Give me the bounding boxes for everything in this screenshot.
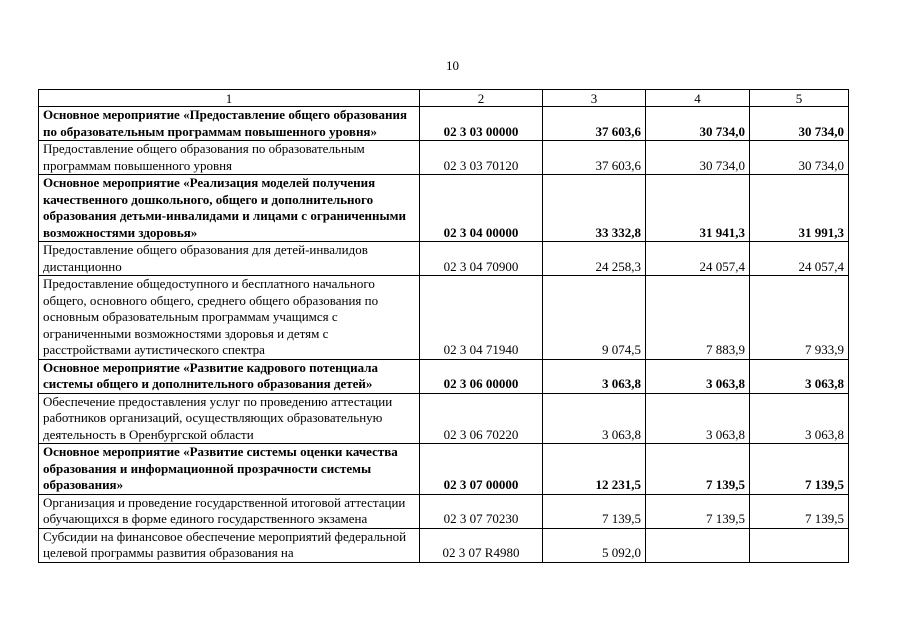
row-code-cell: 02 3 03 70120 [420,141,543,175]
row-value-col5: 30 734,0 [750,107,849,141]
main-activity-row [39,444,849,495]
row-value-col5: 3 063,8 [750,359,849,393]
row-name-cell: Предоставление общедоступного и бесплатного начального общего, основного общего, среднего общего образования по основным образовательным программам учащимся с ограниченными возможностями здоровья и детям с расстройствами аутистического спектра [39,276,420,360]
row-value-col4: 7 139,5 [646,444,750,495]
row-code-cell: 02 3 06 70220 [420,393,543,444]
row-code-cell: 02 3 07 R4980 [420,528,543,562]
row-name-cell: Обеспечение предоставления услуг по проведению аттестации работников организаций, осуществляющих образовательную деятельность в Оренбургской области [39,393,420,444]
column-header-5: 5 [750,90,849,107]
budget-table [38,89,849,563]
row-value-col5: 24 057,4 [750,242,849,276]
main-activity-row [39,175,849,242]
row-value-col4: 7 139,5 [646,494,750,528]
row-name-cell: Основное мероприятие «Реализация моделей получения качественного дошкольного, общего и дополнительного образования детьми-инвалидами и лицами с ограниченными возможностями здоровья» [39,175,420,242]
row-code-cell: 02 3 03 00000 [420,107,543,141]
table-body [39,107,849,563]
row-value-col3: 9 074,5 [543,276,646,360]
row-value-col5: 31 991,3 [750,175,849,242]
row-value-col4: 31 941,3 [646,175,750,242]
row-value-col5: 7 933,9 [750,276,849,360]
row-name-cell: Основное мероприятие «Развитие кадрового потенциала системы общего и дополнительного образования детей» [39,359,420,393]
row-value-col3: 37 603,6 [543,141,646,175]
table-row [39,494,849,528]
row-value-col5: 3 063,8 [750,393,849,444]
row-value-col4: 24 057,4 [646,242,750,276]
row-name-cell: Субсидии на финансовое обеспечение мероприятий федеральной целевой программы развития образования на [39,528,420,562]
row-code-cell: 02 3 07 70230 [420,494,543,528]
row-value-col5: 30 734,0 [750,141,849,175]
column-header-4: 4 [646,90,750,107]
table-row [39,242,849,276]
row-name-cell: Организация и проведение государственной итоговой аттестации обучающихся в форме единого государственного экзамена [39,494,420,528]
row-value-col3: 12 231,5 [543,444,646,495]
table-header-row [39,90,849,107]
row-value-col3: 33 332,8 [543,175,646,242]
table-row [39,141,849,175]
row-value-col4: 7 883,9 [646,276,750,360]
row-value-col3: 3 063,8 [543,393,646,444]
column-header-3: 3 [543,90,646,107]
row-code-cell: 02 3 04 70900 [420,242,543,276]
column-header-2: 2 [420,90,543,107]
row-value-col4: 3 063,8 [646,393,750,444]
row-value-col3: 5 092,0 [543,528,646,562]
row-code-cell: 02 3 07 00000 [420,444,543,495]
column-header-1: 1 [39,90,420,107]
row-value-col4: 3 063,8 [646,359,750,393]
row-value-col3: 24 258,3 [543,242,646,276]
row-value-col3: 37 603,6 [543,107,646,141]
row-name-cell: Предоставление общего образования по образовательным программам повышенного уровня [39,141,420,175]
row-value-col4: 30 734,0 [646,141,750,175]
table-row [39,276,849,360]
row-value-col5 [750,528,849,562]
row-code-cell: 02 3 04 00000 [420,175,543,242]
row-value-col5: 7 139,5 [750,494,849,528]
main-activity-row [39,359,849,393]
main-activity-row [39,107,849,141]
row-value-col3: 7 139,5 [543,494,646,528]
row-value-col4: 30 734,0 [646,107,750,141]
row-code-cell: 02 3 04 71940 [420,276,543,360]
row-name-cell: Основное мероприятие «Развитие системы оценки качества образования и информационной прозрачности системы образования» [39,444,420,495]
table-row [39,528,849,562]
page-number: 10 [446,58,459,73]
row-name-cell: Предоставление общего образования для детей-инвалидов дистанционно [39,242,420,276]
row-code-cell: 02 3 06 00000 [420,359,543,393]
table-row [39,393,849,444]
row-name-cell: Основное мероприятие «Предоставление общего образования по образовательным программам повышенного уровня» [39,107,420,141]
row-value-col5: 7 139,5 [750,444,849,495]
row-value-col3: 3 063,8 [543,359,646,393]
row-value-col4 [646,528,750,562]
